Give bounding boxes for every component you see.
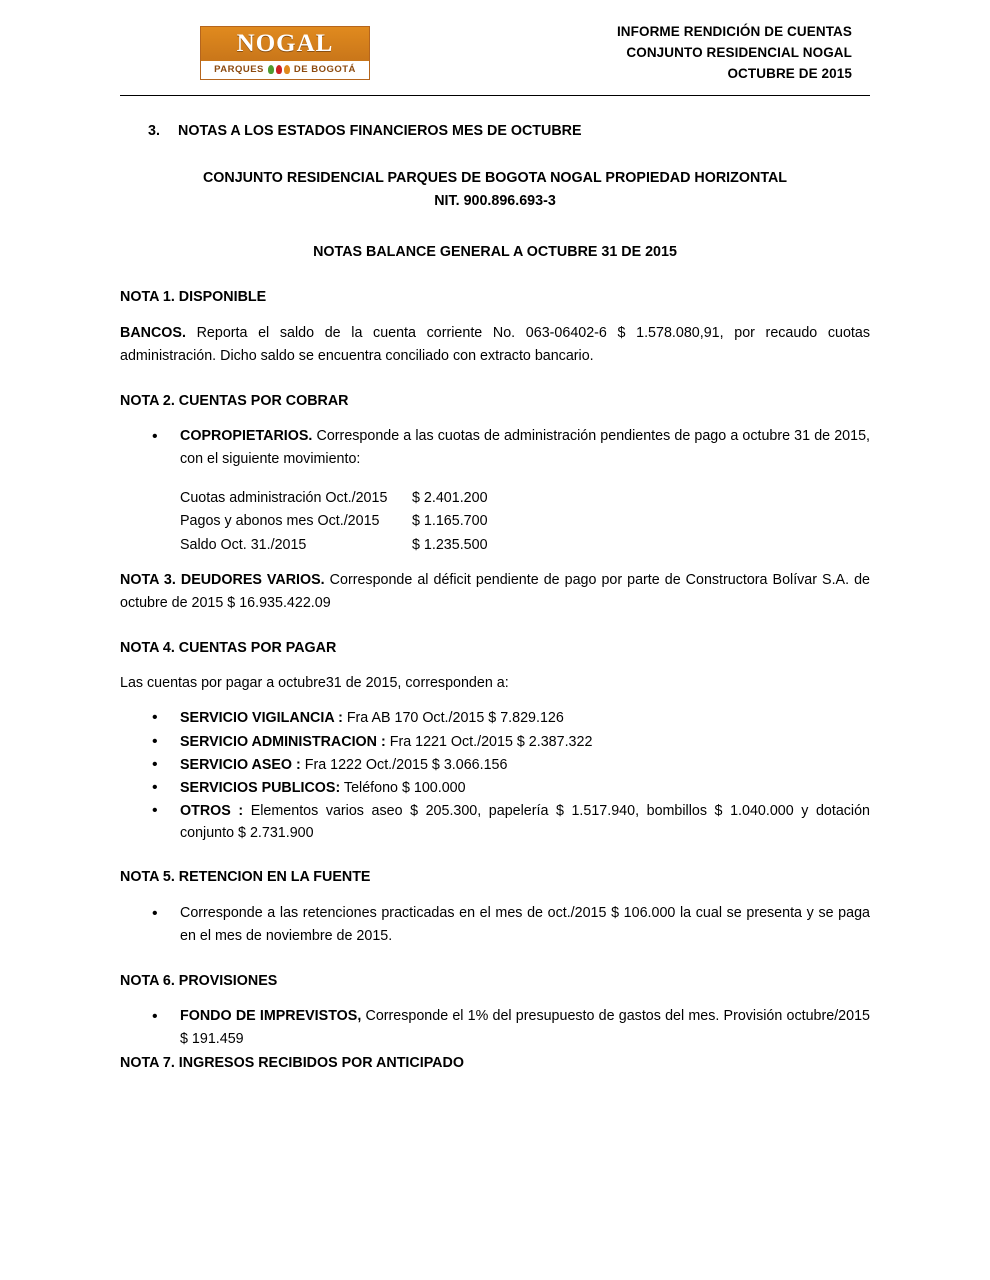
section-title: NOTAS A LOS ESTADOS FINANCIEROS MES DE OCTUBRE	[178, 122, 582, 139]
logo-subline	[201, 61, 369, 79]
section-number: 3.	[148, 122, 160, 139]
nota-1-title: NOTA 1. DISPONIBLE	[120, 289, 267, 306]
logo-banner	[201, 27, 369, 61]
nota-4-title: NOTA 4. CUENTAS POR PAGAR	[120, 640, 337, 657]
list-item	[180, 1005, 870, 1051]
nota-7-title: NOTA 7. INGRESOS RECIBIDOS POR ANTICIPADO	[120, 1055, 464, 1072]
entity-line-1: CONJUNTO RESIDENCIAL PARQUES DE BOGOTA NOGAL PROPIEDAD HORIZONTAL	[202, 169, 788, 186]
list-item	[180, 707, 870, 729]
nota-6-title: NOTA 6. PROVISIONES	[120, 972, 278, 989]
header-title-line-2: CONJUNTO RESIDENCIAL NOGAL	[626, 44, 852, 60]
nota-4-item-3-text: Teléfono $ 100.000	[340, 779, 466, 796]
list-item	[180, 754, 870, 776]
logo-wordmark: NOGAL	[236, 30, 334, 57]
nota-4-item-0-label: SERVICIO VIGILANCIA :	[180, 710, 343, 727]
nota-1-text: Reporta el saldo de la cuenta corriente No. 063-06402-6 $ 1.578.080,91, por recaudo cuotas administración. Dicho saldo se encuentra conciliado con extracto bancario.	[120, 324, 870, 364]
nota-2-bullet-list	[120, 425, 870, 471]
table-cell-amount: $ 2.401.200	[412, 490, 488, 507]
list-item	[180, 731, 870, 753]
document-header	[0, 0, 990, 85]
list-item	[180, 777, 870, 799]
list-item: • Corresponde a las retenciones practicadas en el mes de oct./2015 $ 106.000 la cual se presenta y se paga en el mes de noviembre de 2015.	[180, 902, 870, 948]
section-heading	[120, 120, 870, 143]
nota-6-bullet-label: FONDO DE IMPREVISTOS,	[180, 1007, 362, 1024]
entity-line-2: NIT. 900.896.693-3	[434, 193, 556, 210]
nota-4-item-2-label: SERVICIO ASEO :	[180, 756, 301, 773]
nota-3-paragraph	[120, 569, 870, 615]
nota-6-bullet-list	[120, 1005, 870, 1051]
table-row	[180, 487, 870, 510]
nota-1-label: BANCOS.	[120, 324, 186, 341]
nota-4-item-0-text: Fra AB 170 Oct./2015 $ 7.829.126	[342, 710, 564, 727]
nota-2-bullet-label: COPROPIETARIOS.	[180, 428, 313, 445]
table-cell-concept: Cuotas administración Oct./2015	[180, 490, 388, 507]
header-title-block	[450, 22, 870, 85]
logo-block	[120, 22, 450, 80]
nota-2-title: NOTA 2. CUENTAS POR COBRAR	[120, 392, 349, 409]
nota-1-paragraph	[120, 322, 870, 368]
nota-3-text: Corresponde al déficit pendiente de pago por parte de Constructora Bolívar S.A. de octubre de 2015 $ 16.935.422.09	[120, 571, 870, 611]
logo-sub-left: PARQUES	[214, 64, 264, 75]
list-item	[180, 800, 870, 844]
table-row	[180, 510, 870, 533]
nota-4-item-1-label: SERVICIO ADMINISTRACION :	[180, 733, 386, 750]
table-row	[180, 534, 870, 557]
logo-leaf-dots-icon	[268, 65, 290, 74]
table-cell-amount: $ 1.165.700	[412, 513, 488, 530]
balance-heading: NOTAS BALANCE GENERAL A OCTUBRE 31 DE 2015	[313, 244, 677, 261]
nota-4-intro: Las cuentas por pagar a octubre31 de 2015, corresponden a:	[120, 675, 509, 692]
nota-4-item-2-text: Fra 1222 Oct./2015 $ 3.066.156	[300, 756, 508, 773]
nota-4-item-4-text: Elementos varios aseo $ 205.300, papelería $ 1.517.940, bombillos $ 1.040.000 y dotación conjunto $ 2.731.900	[180, 803, 870, 842]
header-title-line-3: OCTUBRE DE 2015	[727, 65, 852, 81]
logo-sub-right: DE BOGOTÁ	[293, 64, 356, 75]
table-cell-concept: Saldo Oct. 31./2015	[180, 536, 307, 553]
nota-6-bullet-text: Corresponde el 1% del presupuesto de gastos del mes. Provisión octubre/2015 $ 191.459	[180, 1007, 870, 1048]
nota-4-item-4-label: OTROS :	[180, 803, 244, 820]
nota-5-bullet-list	[120, 902, 870, 948]
table-cell-amount: $ 1.235.500	[412, 536, 488, 553]
nota-4-item-1-text: Fra 1221 Oct./2015 $ 2.387.322	[385, 733, 593, 750]
nota-5-title: NOTA 5. RETENCION EN LA FUENTE	[120, 869, 371, 886]
nogal-parques-de-bogota-logo	[200, 26, 370, 80]
list-item	[180, 425, 870, 471]
table-cell-concept: Pagos y abonos mes Oct./2015	[180, 513, 380, 530]
header-title-line-1: INFORME RENDICIÓN DE CUENTAS	[616, 24, 852, 39]
nota-2-movimiento-table	[120, 487, 870, 556]
nota-4-item-3-label: SERVICIOS PUBLICOS:	[180, 779, 341, 796]
nota-2-bullet-text: Corresponde a las cuotas de administración pendientes de pago a octubre 31 de 2015, con el siguiente movimiento:	[180, 428, 870, 468]
nota-3-label: NOTA 3. DEUDORES VARIOS.	[120, 571, 325, 588]
document-body	[0, 96, 990, 1076]
nota-4-items-list	[120, 707, 870, 844]
